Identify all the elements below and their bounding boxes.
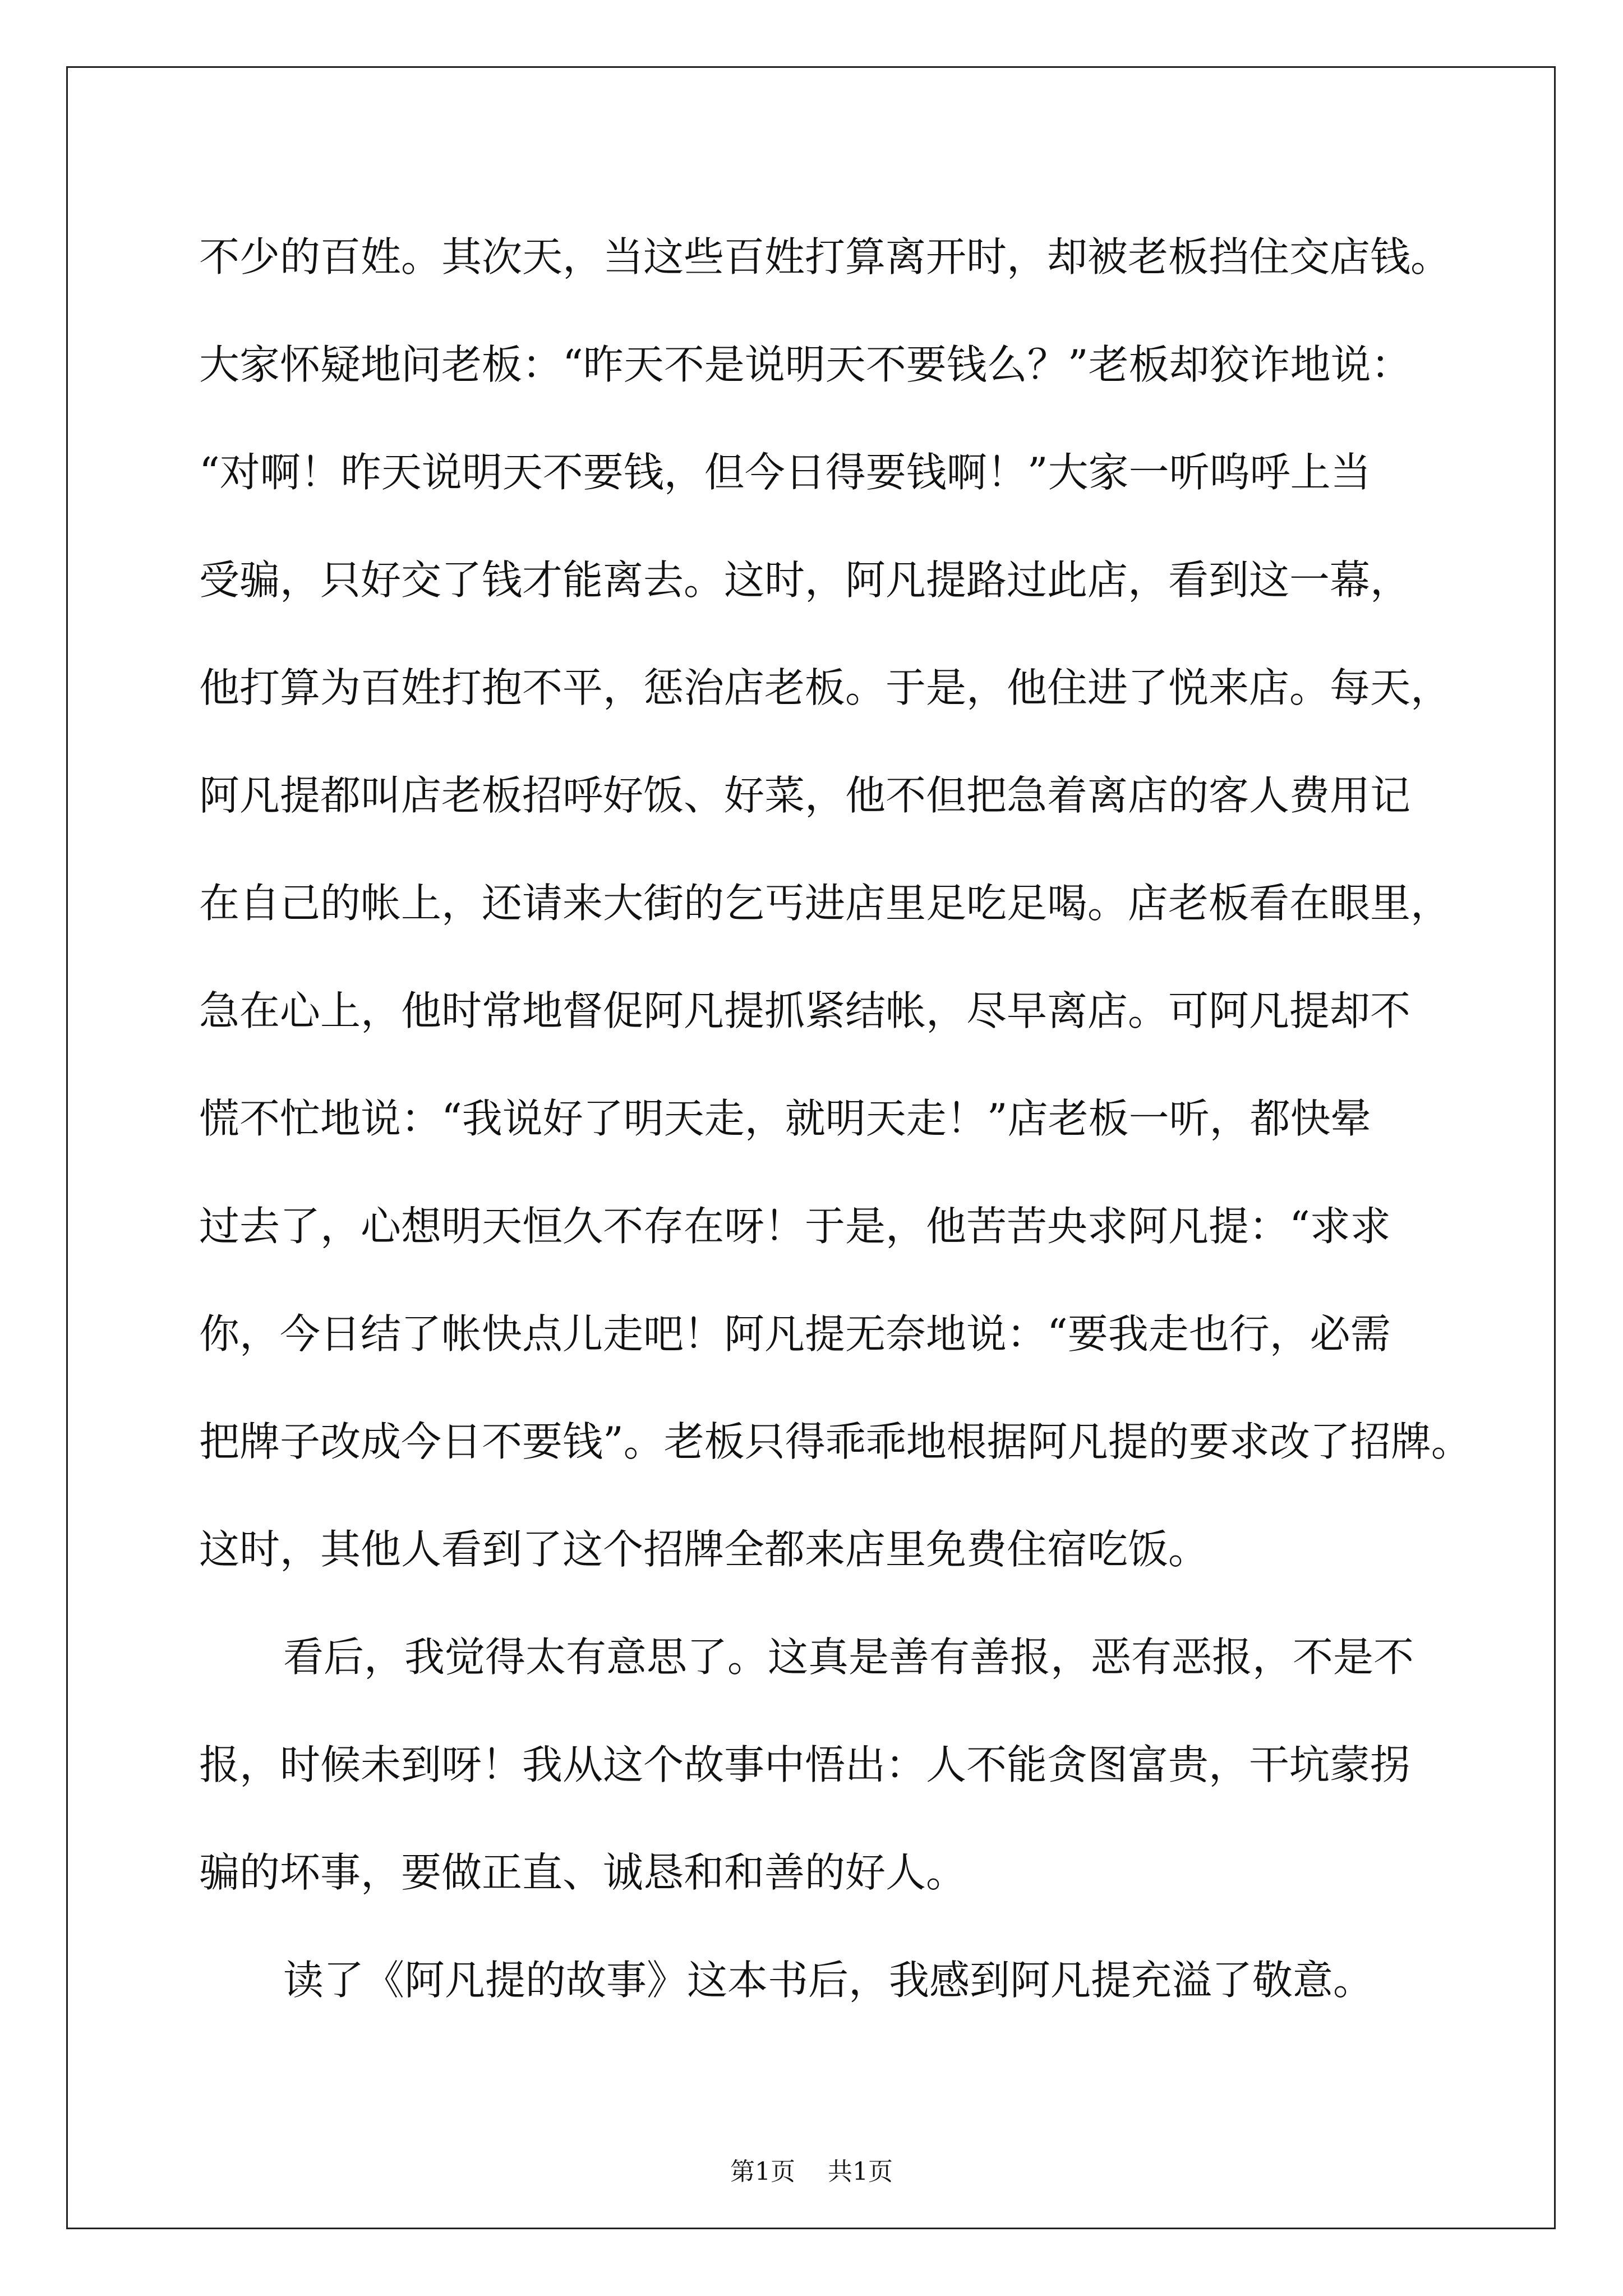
- text-line: 阿凡提都叫店老板招呼好饭、好菜，他不但把急着离店的客人费用记: [199, 772, 1411, 819]
- text-line: 大家怀疑地问老板：“昨天不是说明天不要钱么？”老板却狡诈地说：: [199, 341, 1412, 388]
- text-line: 慌不忙地说：“我说好了明天走，就明天走！”店老板一听，都快晕: [199, 1095, 1371, 1142]
- document-body: [199, 203, 1472, 2034]
- text-line: 你，今日结了帐快点儿走吧！阿凡提无奈地说：“要我走也行，必需: [199, 1310, 1391, 1358]
- text-line: 把牌子改成今日不要钱”。老板只得乖乖地根据阿凡提的要求改了招牌。: [199, 1418, 1472, 1465]
- text-line: “对啊！昨天说明天不要钱，但今日得要钱啊！”大家一听呜呼上当: [199, 449, 1371, 496]
- text-line: 不少的百姓。其次天，当这些百姓打算离开时，却被老板挡住交店钱。: [199, 233, 1451, 280]
- paragraph-start-line: 读了《阿凡提的故事》这本书后，我感到阿凡提充溢了敬意。: [283, 1957, 1374, 2004]
- page-number: 第1页: [730, 2157, 795, 2186]
- text-line: 在自己的帐上，还请来大街的乞丐进店里足吃足喝。店老板看在眼里，: [199, 880, 1451, 927]
- page-footer: [0, 2155, 1623, 2189]
- page-total: 共1页: [828, 2157, 893, 2186]
- text-line: 报，时候未到呀！我从这个故事中悟出：人不能贪图富贵，干坑蒙拐: [199, 1741, 1411, 1788]
- text-line: 过去了，心想明天恒久不存在呀！于是，他苦苦央求阿凡提：“求求: [199, 1203, 1391, 1250]
- text-line: 骗的坏事，要做正直、诚恳和和善的好人。: [199, 1849, 967, 1896]
- paragraph-start-line: 看后，我觉得太有意思了。这真是善有善报，恶有恶报，不是不: [283, 1634, 1414, 1681]
- text-line: 这时，其他人看到了这个招牌全都来店里免费住宿吃饭。: [199, 1526, 1209, 1573]
- text-line: 受骗，只好交了钱才能离去。这时，阿凡提路过此店，看到这一幕，: [199, 556, 1411, 604]
- text-line: 急在心上，他时常地督促阿凡提抓紧结帐，尽早离店。可阿凡提却不: [199, 987, 1411, 1034]
- text-line: 他打算为百姓打抱不平，惩治店老板。于是，他住进了悦来店。每天，: [199, 664, 1451, 711]
